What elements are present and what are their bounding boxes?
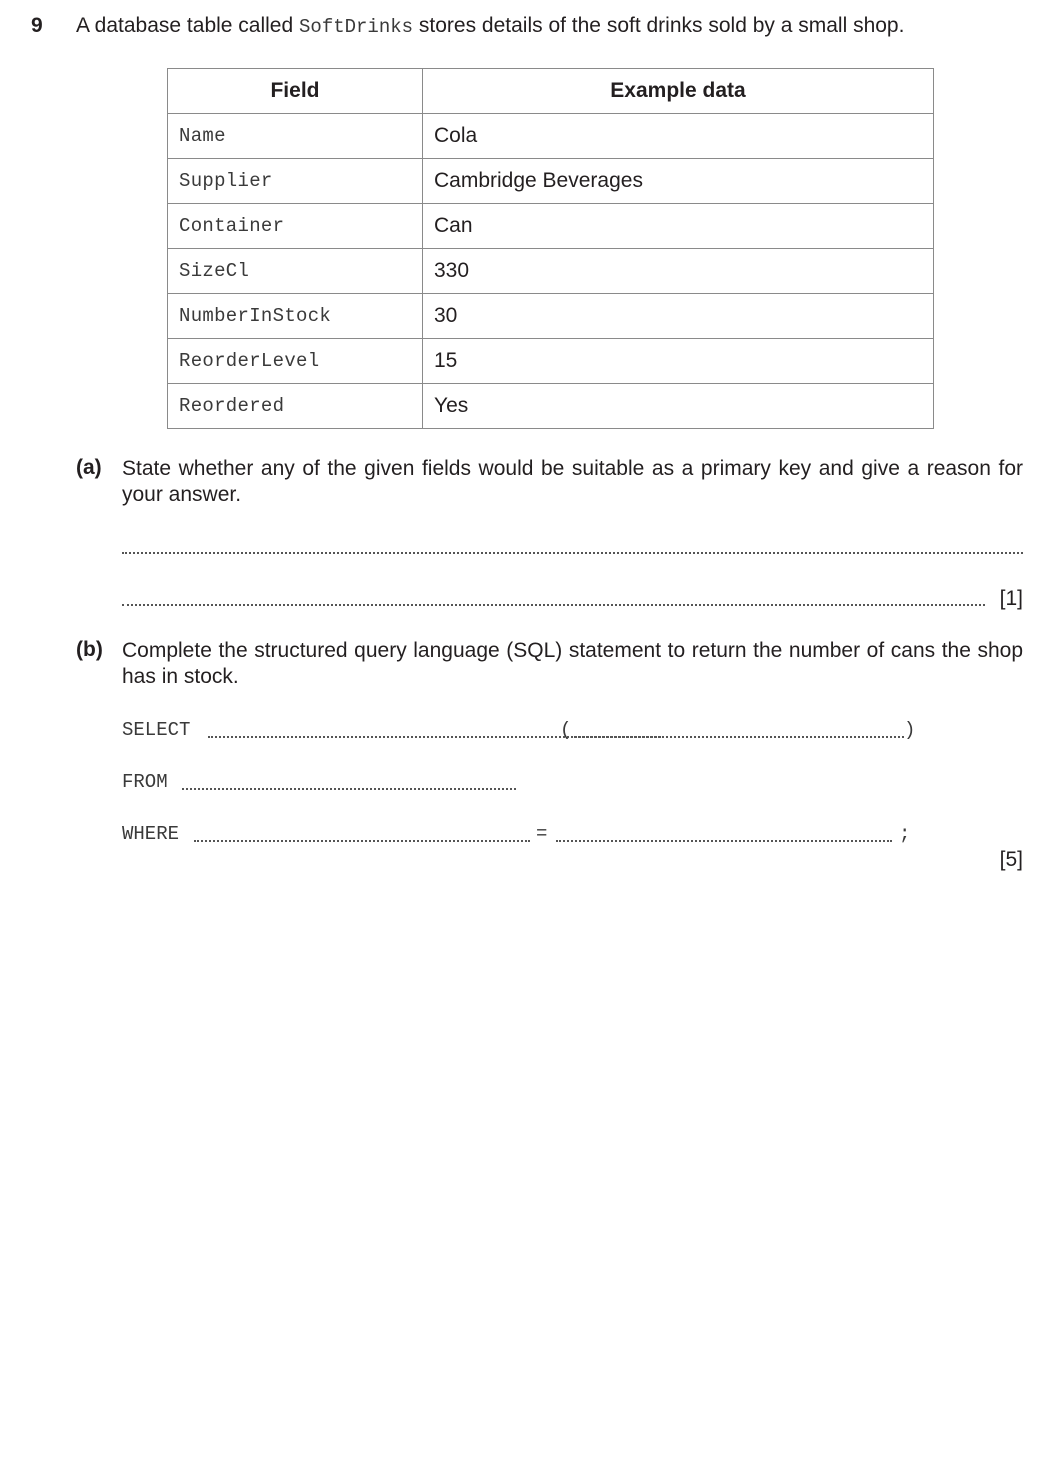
part-a-question: State whether any of the given fields would be suitable as a primary key and give a reason for your answer. (122, 457, 1023, 506)
question-number: 9 (31, 14, 43, 37)
example-data-cell: 30 (423, 294, 934, 339)
part-b-marks: [5] (999, 848, 1023, 871)
field-name-cell: SizeCl (168, 249, 423, 294)
sql-select-keyword: SELECT (122, 719, 191, 741)
example-data-cell: 330 (423, 249, 934, 294)
answer-line-a1[interactable] (122, 552, 1023, 554)
table-row (168, 249, 934, 294)
part-a-label: (a) (76, 456, 102, 479)
table-row (168, 339, 934, 384)
field-name-cell: NumberInStock (168, 294, 423, 339)
sql-from-line (122, 771, 922, 795)
soft-drinks-fields-table (167, 68, 934, 429)
sql-where-line (122, 823, 922, 847)
answer-line-a2[interactable] (122, 604, 985, 606)
example-data-cell: 15 (423, 339, 934, 384)
table-row (168, 159, 934, 204)
question-intro (76, 14, 904, 38)
part-b-label: (b) (76, 638, 103, 661)
table-row (168, 204, 934, 249)
table-row (168, 294, 934, 339)
where-value-answer-line[interactable] (556, 840, 892, 842)
field-name-cell: Name (168, 114, 423, 159)
semicolon: ; (899, 823, 911, 845)
intro-text-start: A database table called (76, 14, 300, 37)
table-row (168, 114, 934, 159)
where-field-answer-line[interactable] (194, 840, 530, 842)
open-paren: ( (560, 719, 572, 741)
from-answer-line[interactable] (182, 788, 516, 790)
sql-where-keyword: WHERE (122, 823, 180, 845)
example-data-cell: Yes (423, 384, 934, 429)
equals-sign: = (536, 823, 548, 845)
field-name-cell: Container (168, 204, 423, 249)
example-data-cell: Cola (423, 114, 934, 159)
example-data-cell: Cambridge Beverages (423, 159, 934, 204)
field-name-cell: Supplier (168, 159, 423, 204)
header-field: Field (168, 69, 423, 114)
header-example-data: Example data (423, 69, 934, 114)
part-a-marks: [1] (999, 587, 1023, 610)
select-argument-answer-line[interactable] (574, 736, 904, 738)
intro-text-end: stores details of the soft drinks sold by a small shop. (413, 14, 905, 37)
sql-from-keyword: FROM (122, 771, 168, 793)
table-row (168, 384, 934, 429)
field-name-cell: ReorderLevel (168, 339, 423, 384)
sql-select-line (122, 719, 922, 743)
part-b-question: Complete the structured query language (SQL) statement to return the number of cans the shop has in stock. (122, 639, 1023, 688)
close-paren: ) (904, 719, 916, 741)
field-name-cell: Reordered (168, 384, 423, 429)
table-header-row (168, 69, 934, 114)
example-data-cell: Can (423, 204, 934, 249)
table-name-code: SoftDrinks (299, 16, 414, 38)
